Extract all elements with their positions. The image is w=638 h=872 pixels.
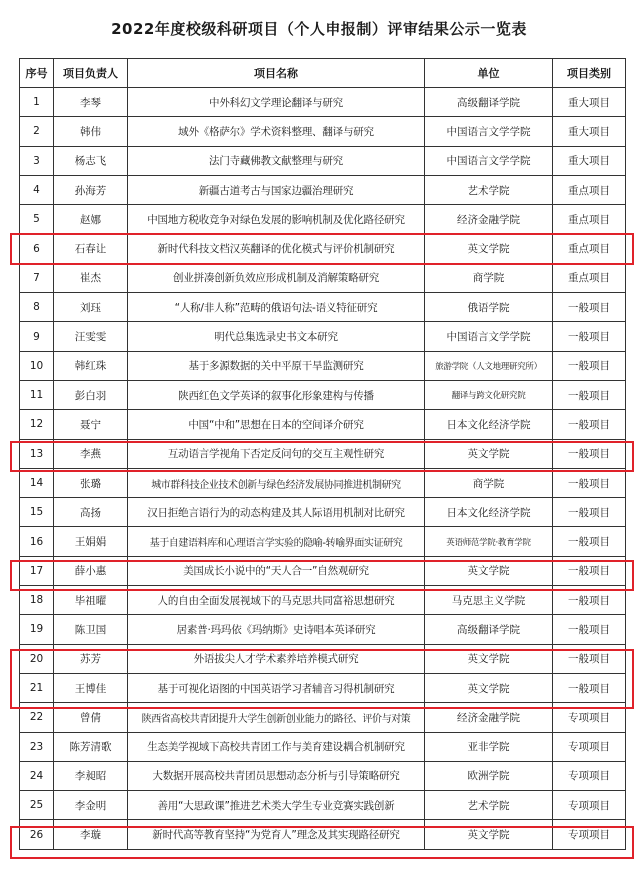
cell-project-name: 善用“大思政课”推进艺术类大学生专业竞赛实践创新 (128, 791, 425, 820)
table-header-row (20, 59, 626, 88)
cell-unit: 艺术学院 (425, 175, 553, 204)
table-row (20, 146, 626, 175)
cell-no: 1 (20, 88, 54, 117)
table-row (20, 644, 626, 673)
table-row (20, 761, 626, 790)
cell-category: 一般项目 (553, 556, 626, 585)
cell-unit: 经济金融学院 (425, 205, 553, 234)
table-row (20, 263, 626, 292)
cell-unit: 日本文化经济学院 (425, 498, 553, 527)
cell-no: 2 (20, 117, 54, 146)
cell-project-name: 中国地方税收竞争对绿色发展的影响机制及优化路径研究 (128, 205, 425, 234)
cell-category: 重点项目 (553, 263, 626, 292)
cell-project-name: 城市群科技企业技术创新与绿色经济发展协同推进机制研究 (128, 468, 425, 497)
cell-project-name: 生态美学视域下高校共青团工作与美育建设耦合机制研究 (128, 732, 425, 761)
cell-unit: 英文学院 (425, 439, 553, 468)
table-row (20, 498, 626, 527)
cell-category: 一般项目 (553, 615, 626, 644)
table-row (20, 673, 626, 702)
cell-project-name: 中国“中和”思想在日本的空间译介研究 (128, 410, 425, 439)
cell-unit: 商学院 (425, 468, 553, 497)
cell-unit: 英文学院 (425, 820, 553, 849)
cell-leader: 苏芳 (54, 644, 128, 673)
cell-no: 23 (20, 732, 54, 761)
cell-unit: 英语师范学院·教育学院 (425, 527, 553, 556)
table-row (20, 175, 626, 204)
cell-project-name: 陕西省高校共青团提升大学生创新创业能力的路径、评价与对策 (128, 703, 425, 732)
cell-no: 4 (20, 175, 54, 204)
cell-leader: 曾倩 (54, 703, 128, 732)
cell-project-name: 新时代科技文档汉英翻译的优化模式与评价机制研究 (128, 234, 425, 263)
cell-leader: 赵娜 (54, 205, 128, 234)
cell-category: 一般项目 (553, 468, 626, 497)
cell-project-name: 外语拔尖人才学术素养培养模式研究 (128, 644, 425, 673)
cell-no: 18 (20, 586, 54, 615)
cell-no: 8 (20, 293, 54, 322)
cell-leader: 李金明 (54, 791, 128, 820)
cell-leader: 李昶昭 (54, 761, 128, 790)
cell-unit: 日本文化经济学院 (425, 410, 553, 439)
table-row (20, 791, 626, 820)
cell-no: 14 (20, 468, 54, 497)
cell-unit: 翻译与跨文化研究院 (425, 380, 553, 409)
cell-category: 重点项目 (553, 175, 626, 204)
cell-leader: 高扬 (54, 498, 128, 527)
cell-category: 重大项目 (553, 146, 626, 175)
cell-project-name: 居素普·玛玛依《玛纳斯》史诗唱本英译研究 (128, 615, 425, 644)
cell-unit: 欧洲学院 (425, 761, 553, 790)
table-row (20, 117, 626, 146)
cell-no: 10 (20, 351, 54, 380)
cell-leader: 刘珏 (54, 293, 128, 322)
cell-unit: 高级翻译学院 (425, 615, 553, 644)
header-project-name: 项目名称 (128, 59, 425, 88)
cell-project-name: 人的自由全面发展视域下的马克思共同富裕思想研究 (128, 586, 425, 615)
cell-no: 25 (20, 791, 54, 820)
cell-category: 一般项目 (553, 644, 626, 673)
cell-project-name: 创业拼凑创新负效应形成机制及消解策略研究 (128, 263, 425, 292)
cell-unit: 英文学院 (425, 673, 553, 702)
cell-category: 专项项目 (553, 820, 626, 849)
table-row (20, 88, 626, 117)
cell-unit: 英文学院 (425, 234, 553, 263)
cell-category: 重点项目 (553, 234, 626, 263)
cell-leader: 陈芳清歌 (54, 732, 128, 761)
cell-no: 6 (20, 234, 54, 263)
cell-project-name: 明代总集选录史书文本研究 (128, 322, 425, 351)
cell-leader: 李璇 (54, 820, 128, 849)
cell-project-name: 互动语言学视角下否定反问句的交互主观性研究 (128, 439, 425, 468)
cell-leader: 彭白羽 (54, 380, 128, 409)
table-row (20, 615, 626, 644)
table-row (20, 732, 626, 761)
cell-unit: 亚非学院 (425, 732, 553, 761)
cell-unit: 俄语学院 (425, 293, 553, 322)
table-row (20, 703, 626, 732)
cell-project-name: 基于可视化语图的中国英语学习者辅音习得机制研究 (128, 673, 425, 702)
cell-leader: 孙海芳 (54, 175, 128, 204)
table-row (20, 322, 626, 351)
cell-no: 21 (20, 673, 54, 702)
cell-no: 22 (20, 703, 54, 732)
cell-leader: 汪雯雯 (54, 322, 128, 351)
results-table (19, 58, 626, 850)
table-row (20, 586, 626, 615)
cell-no: 12 (20, 410, 54, 439)
cell-leader: 崔杰 (54, 263, 128, 292)
header-unit: 单位 (425, 59, 553, 88)
table-row (20, 556, 626, 585)
cell-no: 11 (20, 380, 54, 409)
cell-no: 26 (20, 820, 54, 849)
cell-no: 24 (20, 761, 54, 790)
cell-no: 17 (20, 556, 54, 585)
cell-project-name: “人称/非人称”范畴的俄语句法-语义特征研究 (128, 293, 425, 322)
cell-no: 9 (20, 322, 54, 351)
table-row (20, 439, 626, 468)
header-leader: 项目负责人 (54, 59, 128, 88)
cell-unit: 经济金融学院 (425, 703, 553, 732)
cell-category: 一般项目 (553, 673, 626, 702)
cell-category: 专项项目 (553, 761, 626, 790)
table-row (20, 527, 626, 556)
cell-category: 一般项目 (553, 380, 626, 409)
cell-leader: 韩红珠 (54, 351, 128, 380)
cell-project-name: 美国成长小说中的“天人合一”自然观研究 (128, 556, 425, 585)
cell-project-name: 基于自建语料库和心理语言学实验的隐喻-转喻界面实证研究 (128, 527, 425, 556)
cell-no: 15 (20, 498, 54, 527)
cell-category: 一般项目 (553, 293, 626, 322)
cell-category: 专项项目 (553, 732, 626, 761)
cell-unit: 中国语言文学学院 (425, 146, 553, 175)
page-title: 2022年度校级科研项目（个人申报制）评审结果公示一览表 (111, 20, 527, 38)
cell-no: 13 (20, 439, 54, 468)
cell-category: 重大项目 (553, 88, 626, 117)
cell-unit: 马克思主义学院 (425, 586, 553, 615)
cell-project-name: 中外科幻文学理论翻译与研究 (128, 88, 425, 117)
cell-leader: 李燕 (54, 439, 128, 468)
cell-category: 一般项目 (553, 322, 626, 351)
table-row (20, 351, 626, 380)
cell-leader: 薛小惠 (54, 556, 128, 585)
cell-category: 重点项目 (553, 205, 626, 234)
cell-category: 一般项目 (553, 498, 626, 527)
cell-unit: 英文学院 (425, 556, 553, 585)
cell-no: 20 (20, 644, 54, 673)
cell-unit: 旅游学院（人文地理研究所） (425, 351, 553, 380)
cell-no: 7 (20, 263, 54, 292)
cell-category: 一般项目 (553, 351, 626, 380)
cell-leader: 杨志飞 (54, 146, 128, 175)
table-row (20, 468, 626, 497)
cell-leader: 石春让 (54, 234, 128, 263)
cell-project-name: 新时代高等教育坚持“为党育人”理念及其实现路径研究 (128, 820, 425, 849)
cell-leader: 韩伟 (54, 117, 128, 146)
cell-unit: 英文学院 (425, 644, 553, 673)
cell-leader: 王娟娟 (54, 527, 128, 556)
table-row (20, 293, 626, 322)
cell-no: 5 (20, 205, 54, 234)
cell-unit: 商学院 (425, 263, 553, 292)
cell-no: 19 (20, 615, 54, 644)
cell-category: 专项项目 (553, 791, 626, 820)
cell-leader: 王博佳 (54, 673, 128, 702)
cell-project-name: 新疆古道考古与国家边疆治理研究 (128, 175, 425, 204)
table-row (20, 234, 626, 263)
cell-project-name: 汉日拒绝言语行为的动态构建及其人际语用机制对比研究 (128, 498, 425, 527)
table-row (20, 820, 626, 849)
cell-leader: 李琴 (54, 88, 128, 117)
cell-unit: 中国语言文学学院 (425, 117, 553, 146)
cell-project-name: 域外《格萨尔》学术资料整理、翻译与研究 (128, 117, 425, 146)
table-row (20, 410, 626, 439)
cell-category: 一般项目 (553, 439, 626, 468)
cell-leader: 张璐 (54, 468, 128, 497)
cell-unit: 中国语言文学学院 (425, 322, 553, 351)
cell-category: 专项项目 (553, 703, 626, 732)
table-row (20, 380, 626, 409)
cell-project-name: 法门寺藏佛教文献整理与研究 (128, 146, 425, 175)
cell-leader: 陈卫国 (54, 615, 128, 644)
table-row (20, 205, 626, 234)
cell-leader: 聂宁 (54, 410, 128, 439)
cell-category: 一般项目 (553, 586, 626, 615)
cell-project-name: 陕西红色文学英译的叙事化形象建构与传播 (128, 380, 425, 409)
cell-project-name: 基于多源数据的关中平原干旱监测研究 (128, 351, 425, 380)
cell-category: 一般项目 (553, 527, 626, 556)
cell-project-name: 大数据开展高校共青团员思想动态分析与引导策略研究 (128, 761, 425, 790)
cell-unit: 高级翻译学院 (425, 88, 553, 117)
cell-category: 一般项目 (553, 410, 626, 439)
cell-no: 16 (20, 527, 54, 556)
header-category: 项目类别 (553, 59, 626, 88)
cell-category: 重大项目 (553, 117, 626, 146)
table-body (20, 88, 626, 850)
cell-unit: 艺术学院 (425, 791, 553, 820)
header-no: 序号 (20, 59, 54, 88)
cell-leader: 毕祖曜 (54, 586, 128, 615)
cell-no: 3 (20, 146, 54, 175)
